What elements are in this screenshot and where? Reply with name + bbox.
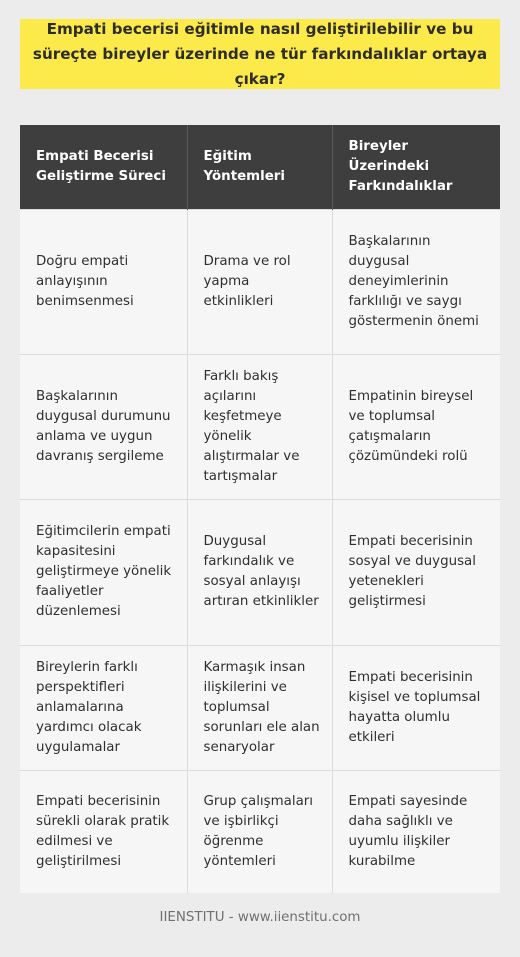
table-cell-awareness: Empatinin bireysel ve toplumsal çatışmaların çözümündeki rolü <box>332 354 500 499</box>
table-row <box>20 499 500 645</box>
table-cell-method: Duygusal farkındalık ve sosyal anlayışı artıran etkinlikler <box>187 499 332 645</box>
table-row <box>20 209 500 354</box>
table-row <box>20 354 500 499</box>
table-cell-awareness: Empati sayesinde daha sağlıklı ve uyumlu ilişkiler kurabilme <box>332 770 500 893</box>
title-banner <box>20 19 500 89</box>
table-cell-method: Drama ve rol yapma etkinlikleri <box>187 209 332 354</box>
table-cell-awareness: Empati becerisinin kişisel ve toplumsal hayatta olumlu etkileri <box>332 645 500 770</box>
column-header-awareness: Bireyler Üzerindeki Farkındalıklar <box>332 125 500 209</box>
column-header-process: Empati Becerisi Geliştirme Süreci <box>20 125 187 209</box>
table-cell-process: Eğitimcilerin empati kapasitesini geliştirmeye yönelik faaliyetler düzenlemesi <box>20 499 187 645</box>
table-cell-awareness: Başkalarının duygusal deneyimlerinin farklılığı ve saygı göstermenin önemi <box>332 209 500 354</box>
table-cell-method: Karmaşık insan ilişkilerini ve toplumsal sorunları ele alan senaryolar <box>187 645 332 770</box>
table-cell-awareness: Empati becerisinin sosyal ve duygusal yetenekleri geliştirmesi <box>332 499 500 645</box>
table-row <box>20 770 500 893</box>
table-row <box>20 645 500 770</box>
table-cell-process: Bireylerin farklı perspektifleri anlamalarına yardımcı olacak uygulamalar <box>20 645 187 770</box>
comparison-table-container <box>20 125 500 893</box>
table-cell-process: Başkalarının duygusal durumunu anlama ve uygun davranış sergileme <box>20 354 187 499</box>
footer-credit: IIENSTITU - www.iienstitu.com <box>159 910 361 925</box>
table-header-row <box>20 125 500 209</box>
table-cell-method: Grup çalışmaları ve işbirlikçi öğrenme yöntemleri <box>187 770 332 893</box>
column-header-methods: Eğitim Yöntemleri <box>187 125 332 209</box>
comparison-table <box>20 125 500 893</box>
table-cell-process: Doğru empati anlayışının benimsenmesi <box>20 209 187 354</box>
table-cell-method: Farklı bakış açılarını keşfetmeye yönelik alıştırmalar ve tartışmalar <box>187 354 332 499</box>
page-title: Empati becerisi eğitimle nasıl geliştirilebilir ve bu süreçte bireyler üzerinde ne tür farkındalıklar ortaya çıkar? <box>32 19 488 88</box>
table-cell-process: Empati becerisinin sürekli olarak pratik edilmesi ve geliştirilmesi <box>20 770 187 893</box>
